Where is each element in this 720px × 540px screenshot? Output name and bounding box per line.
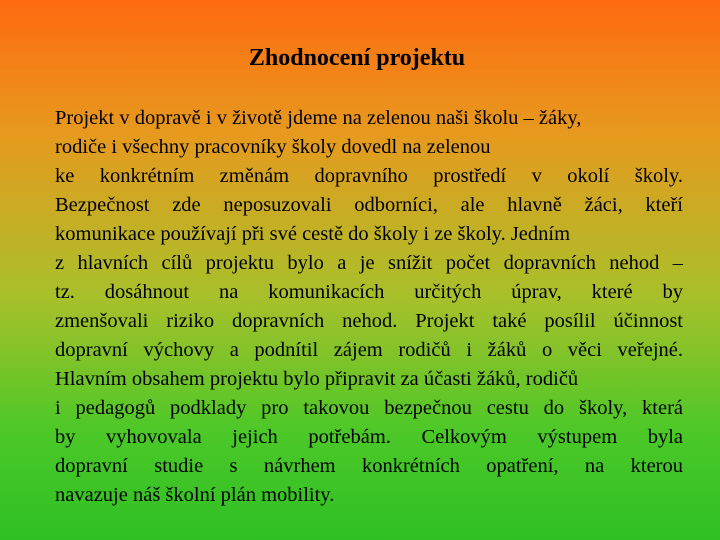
text-line: navazuje náš školní plán mobility. <box>55 484 335 506</box>
text-line: tz. dosáhnout na komunikacích určitých úprav, které by <box>55 281 683 303</box>
text-line: by vyhovovala jejich potřebám. Celkovým výstupem byla <box>55 426 683 448</box>
text-line: z hlavních cílů projektu bylo a je snížit počet dopravních nehod – <box>55 252 683 274</box>
slide-title: Zhodnocení projektu <box>248 45 466 71</box>
text-line: Bezpečnost zde neposuzovali odborníci, ale hlavně žáci, kteří <box>55 194 683 216</box>
slide-body-text <box>55 104 683 510</box>
text-line: ke konkrétním změnám dopravního prostředí v okolí školy. <box>55 165 683 187</box>
text-line: dopravní výchovy a podnítil zájem rodičů i žáků o věci veřejné. <box>55 339 683 361</box>
text-line: rodiče i všechny pracovníky školy dovedl na zelenou <box>55 136 491 158</box>
text-line: Hlavním obsahem projektu bylo připravit za účasti žáků, rodičů <box>55 368 579 390</box>
text-line: zmenšovali riziko dopravních nehod. Projekt také posílil účinnost <box>55 310 683 332</box>
text-line: komunikace používají při své cestě do školy i ze školy. Jedním <box>55 223 571 245</box>
text-line: i pedagogů podklady pro takovou bezpečnou cestu do školy, která <box>55 397 683 419</box>
text-line: dopravní studie s návrhem konkrétních opatření, na kterou <box>55 455 683 477</box>
text-line: Projekt v dopravě i v životě jdeme na zelenou naši školu – žáky, <box>55 107 582 129</box>
